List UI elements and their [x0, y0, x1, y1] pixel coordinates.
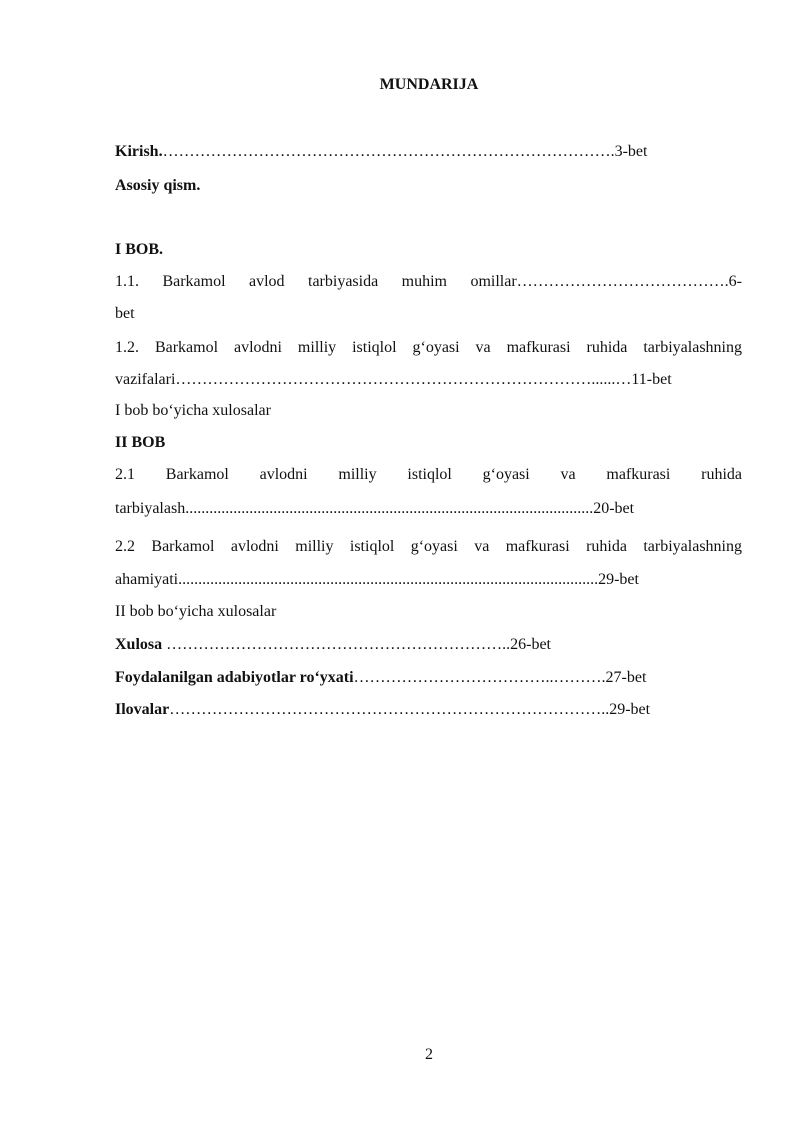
toc-entry-ilovalar [115, 700, 650, 720]
toc-heading-bob-1: I BOB. [115, 241, 164, 258]
toc-page-ref: 26-bet [510, 636, 551, 653]
page-title: MUNDARIJA [379, 76, 479, 93]
toc-entry-1-2-line1: 1.2. Barkamol avlodni milliy istiqlol g‘oyasi va mafkurasi ruhida tarbiyalashning [115, 339, 742, 356]
toc-entry-2-2-line2: ahamiyati.........................................................................................................29-bet [115, 571, 639, 588]
toc-entry-kirish [115, 142, 647, 162]
toc-entry-2-1-line1: 2.1 Barkamol avlodni milliy istiqlol g‘oyasi va mafkurasi ruhida [115, 466, 742, 483]
toc-heading-bob-2: II BOB [115, 434, 166, 451]
toc-leader-dots: ……………………………………………………….. [162, 636, 511, 653]
toc-entry-foydalanilgan-adabiyotlar [115, 668, 646, 688]
toc-entry-label: Ilovalar [115, 701, 170, 718]
toc-entry-2-1-line2: tarbiyalash......................................................................................................20-bet [115, 500, 635, 517]
toc-entry-1-1-line1: 1.1. Barkamol avlod tarbiyasida muhim omillar………………………………….6- [115, 273, 742, 290]
toc-heading-asosiy-qism: Asosiy qism. [115, 177, 201, 194]
toc-leader-dots: …………………………………………………………………………. [162, 143, 615, 160]
toc-entry-label: Xulosa [115, 636, 163, 653]
toc-entry-bob-1-xulosa: I bob bo‘yicha xulosalar [115, 402, 271, 419]
toc-page-ref: 3-bet [614, 143, 648, 160]
toc-leader-dots: ………………………………..………. [353, 669, 606, 686]
toc-leader-dots: ……………………………………………………………………….. [169, 701, 610, 718]
toc-entry-label: Foydalanilgan adabiyotlar ro‘yxati [115, 669, 354, 686]
toc-entry-1-1-line2: bet [115, 305, 135, 322]
toc-page-ref: 27-bet [605, 669, 647, 686]
toc-entry-label: Kirish. [115, 143, 163, 160]
toc-entry-bob-2-xulosa: II bob bo‘yicha xulosalar [115, 603, 277, 620]
page-number: 2 [425, 1046, 433, 1063]
toc-page-ref: 29-bet [609, 701, 651, 718]
toc-entry-1-2-line2: vazifalari……………………………………………………………………......…11-bet [115, 371, 672, 388]
toc-entry-xulosa [115, 635, 551, 655]
toc-entry-2-2-line1: 2.2 Barkamol avlodni milliy istiqlol g‘oyasi va mafkurasi ruhida tarbiyalashning [115, 538, 742, 555]
